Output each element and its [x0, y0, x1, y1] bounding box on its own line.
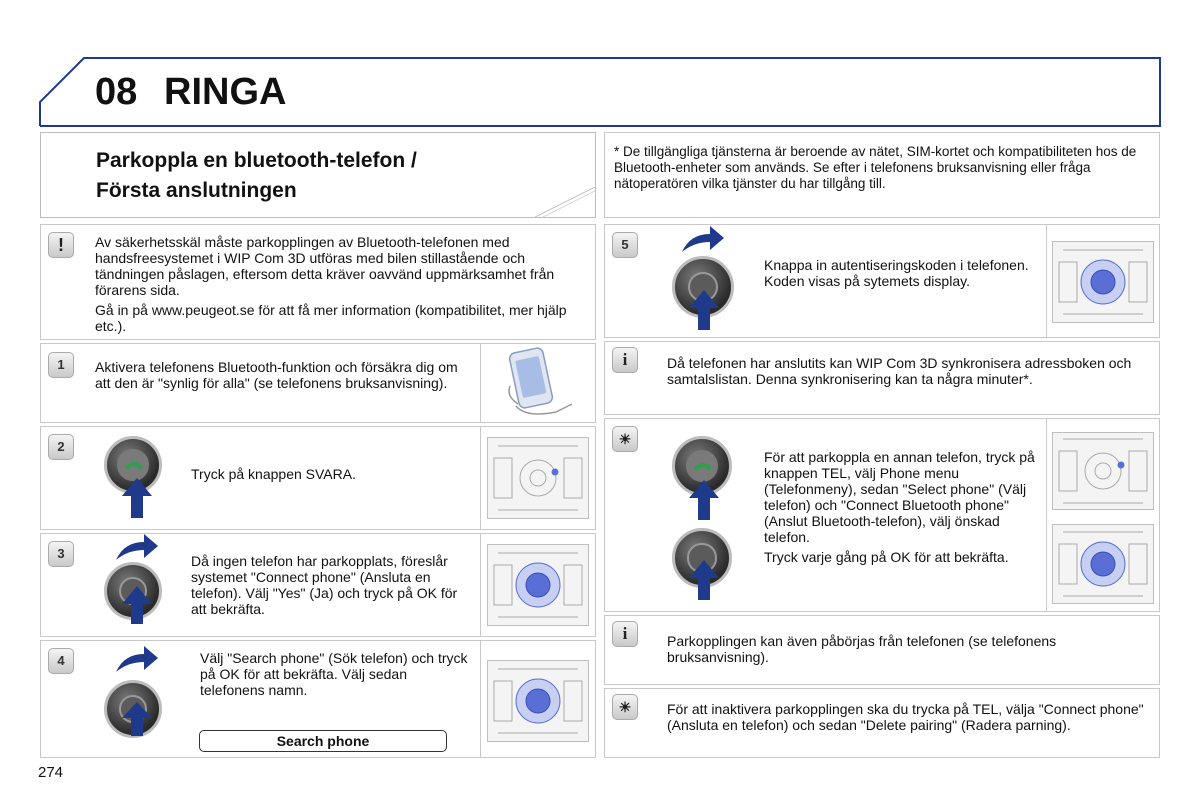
- rotate-arrow-icon: [114, 646, 158, 672]
- info-2-text: Parkopplingen kan även påbörjas från telefonen (se telefonens bruksanvisning).: [667, 633, 1057, 665]
- tip-2-text: För att inaktivera parkopplingen ska du trycka på TEL, välja "Connect phone" (Ansluta en telefon) och sedan "Delete pairing" (Radera parning).: [667, 701, 1144, 733]
- step-3-badge: 3: [48, 541, 74, 567]
- tip-1-para1: För att parkoppla en annan telefon, tryck på knappen TEL, välj Phone menu (Telefonmeny), sedan "Select phone" (Välj telefon) och "Connect Bluetooth phone" (Anslut Bluetooth-telefon), välj önskad telefon.: [764, 449, 1035, 545]
- press-arrow-icon: [122, 478, 152, 518]
- step-2-text: Tryck på knappen SVARA.: [191, 466, 356, 482]
- warning-icon: !: [48, 232, 74, 258]
- tip-1-text: [764, 449, 1039, 565]
- search-phone-screen-button[interactable]: Search phone: [199, 730, 447, 752]
- step-1-text: Aktivera telefonens Bluetooth-funktion och försäkra dig om att den är "synlig för alla" (se telefonens bruksanvisning).: [95, 359, 458, 391]
- step-5-text: Knappa in autentiseringskoden i telefonen. Koden visas på sytemets display.: [764, 257, 1029, 289]
- phone-hand-icon: [496, 346, 580, 420]
- tip-icon: ☀: [612, 426, 638, 452]
- warning-text: [95, 234, 585, 334]
- tip-1-para2: Tryck varje gång på OK för att bekräfta.: [764, 549, 1009, 565]
- press-arrow-icon: [689, 560, 719, 600]
- step-5-badge: 5: [612, 232, 638, 258]
- rotate-arrow-icon: [114, 534, 158, 560]
- footnote-text: * De tillgängliga tjänsterna är beroende av nätet, SIM-kortet och kompatibiliteten hos de Bluetooth-enheter som används. Se efter i telefonens bruksanvisning eller fråga nätoperatören vilka tjänster du har tillgång till.: [614, 144, 1137, 191]
- radio-panel-4: [487, 660, 589, 742]
- info-icon: i: [612, 621, 638, 647]
- warning-para1: Av säkerhetsskäl måste parkopplingen av Bluetooth-telefonen med handsfreesystemet i WIP Com 3D utföras med bilen stillastående och tändningen påslagen, eftersom detta kräver oavvänd uppmärksamhet från förarens sida.: [95, 234, 555, 298]
- step-4-badge: 4: [48, 648, 74, 674]
- tip-icon: ☀: [612, 694, 638, 720]
- step-3-text: Då ingen telefon har parkopplats, föreslår systemet "Connect phone" (Ansluta en telefon). Välj "Yes" (Ja) och tryck på OK för att bekräfta.: [191, 553, 458, 617]
- section-title-box: [40, 132, 596, 218]
- radio-panel-tel: [1052, 432, 1154, 510]
- section-title-line2: Första anslutningen: [96, 179, 297, 202]
- chapter-title: RINGA: [164, 71, 287, 113]
- step-4-text: Välj "Search phone" (Sök telefon) och tryck på OK för att bekräfta. Välj sedan telefonens namn.: [200, 650, 468, 698]
- info-icon: i: [612, 347, 638, 373]
- page-number: 274: [38, 764, 64, 781]
- phone-handset-icon: [123, 457, 145, 473]
- press-arrow-icon: [689, 480, 719, 520]
- press-arrow-icon: [122, 586, 152, 624]
- press-arrow-icon: [689, 290, 719, 330]
- phone-handset-icon: [692, 458, 714, 474]
- radio-panel-2: [487, 437, 589, 519]
- chapter-number: 08: [95, 71, 138, 113]
- press-arrow-icon: [122, 702, 152, 736]
- radio-panel-5: [1052, 241, 1154, 323]
- corner-fold: [535, 187, 595, 217]
- warning-para2: Gå in på www.peugeot.se för att få mer information (kompatibilitet, mer hjälp etc.).: [95, 302, 567, 334]
- radio-panel-ok: [1052, 524, 1154, 604]
- info-1-text: Då telefonen har anslutits kan WIP Com 3D synkronisera adressboken och samtalslistan. Denna synkronisering kan ta några minuter*.: [667, 355, 1132, 387]
- step-1-badge: 1: [48, 352, 74, 378]
- section-title-line1: Parkoppla en bluetooth-telefon /: [96, 149, 417, 172]
- radio-panel-3: [487, 544, 589, 626]
- rotate-arrow-icon: [680, 226, 724, 252]
- step-2-badge: 2: [48, 434, 74, 460]
